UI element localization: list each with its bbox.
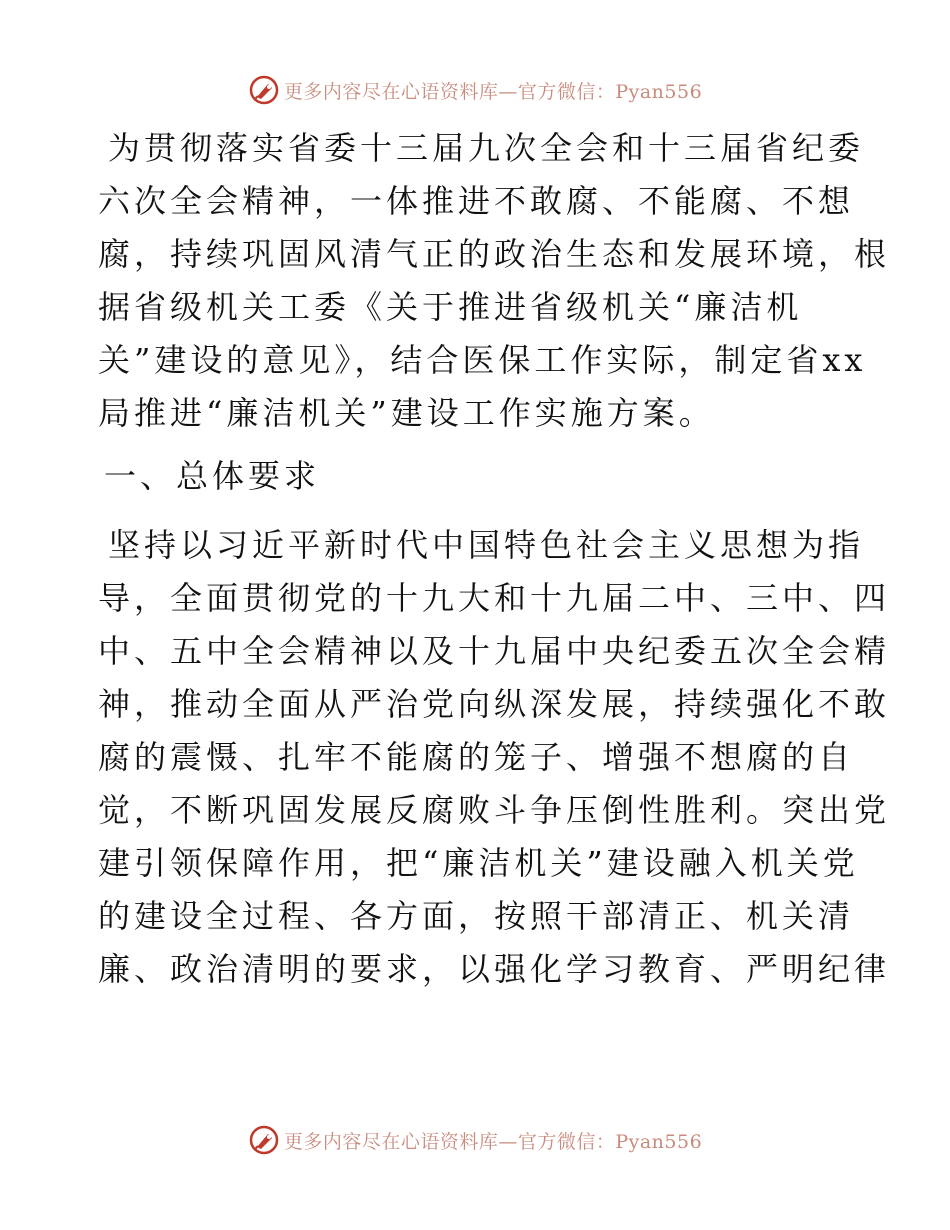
paragraph-line: 局推进“廉洁机关”建设工作实施方案。: [98, 394, 715, 432]
paragraph-line: 腐的震慑、扎牢不能腐的笼子、增强不想腐的自: [98, 738, 855, 776]
watermark-text: 更多内容尽在心语资料库—官方微信：Pyan556: [283, 80, 703, 103]
paragraph-line: 觉，不断巩固发展反腐败斗争压倒性胜利。突出党: [98, 791, 891, 829]
paragraph-line: 建引领保障作用，把“廉洁机关”建设融入机关党: [98, 844, 859, 882]
paragraph-line: 中、五中全会精神以及十九届中央纪委五次全会精: [98, 632, 891, 670]
paragraph-line: 导，全面贯彻党的十九大和十九届二中、三中、四: [98, 579, 891, 617]
paragraph-line: 坚持以习近平新时代中国特色社会主义思想为指: [108, 526, 865, 564]
paragraph-line: 六次全会精神，一体推进不敢腐、不能腐、不想: [98, 182, 855, 220]
paragraph-line: 的建设全过程、各方面，按照干部清正、机关清: [98, 897, 855, 935]
paragraph-line: 据省级机关工委《关于推进省级机关“廉洁机: [98, 288, 803, 326]
header-watermark-banner: [0, 70, 950, 110]
pen-nib-logo-icon: [248, 74, 280, 106]
paragraph-line: 关”建设的意见》，结合医保工作实际，制定省xx: [98, 341, 867, 379]
section-heading: 一、总体要求: [104, 457, 321, 495]
watermark-text: 更多内容尽在心语资料库—官方微信：Pyan556: [283, 1130, 703, 1153]
section-paragraph: [98, 519, 891, 996]
paragraph-line: 为贯彻落实省委十三届九次全会和十三届省纪委: [108, 129, 865, 167]
document-body: [98, 122, 891, 996]
paragraph-line: 腐，持续巩固风清气正的政治生态和发展环境，根: [98, 235, 891, 273]
footer-watermark-banner: [0, 1120, 950, 1160]
pen-nib-logo-icon: [248, 1124, 280, 1156]
paragraph-line: 神，推动全面从严治党向纵深发展，持续强化不敢: [98, 685, 891, 723]
paragraph-line: 廉、政治清明的要求，以强化学习教育、严明纪律: [98, 950, 891, 988]
intro-paragraph: [98, 122, 891, 440]
